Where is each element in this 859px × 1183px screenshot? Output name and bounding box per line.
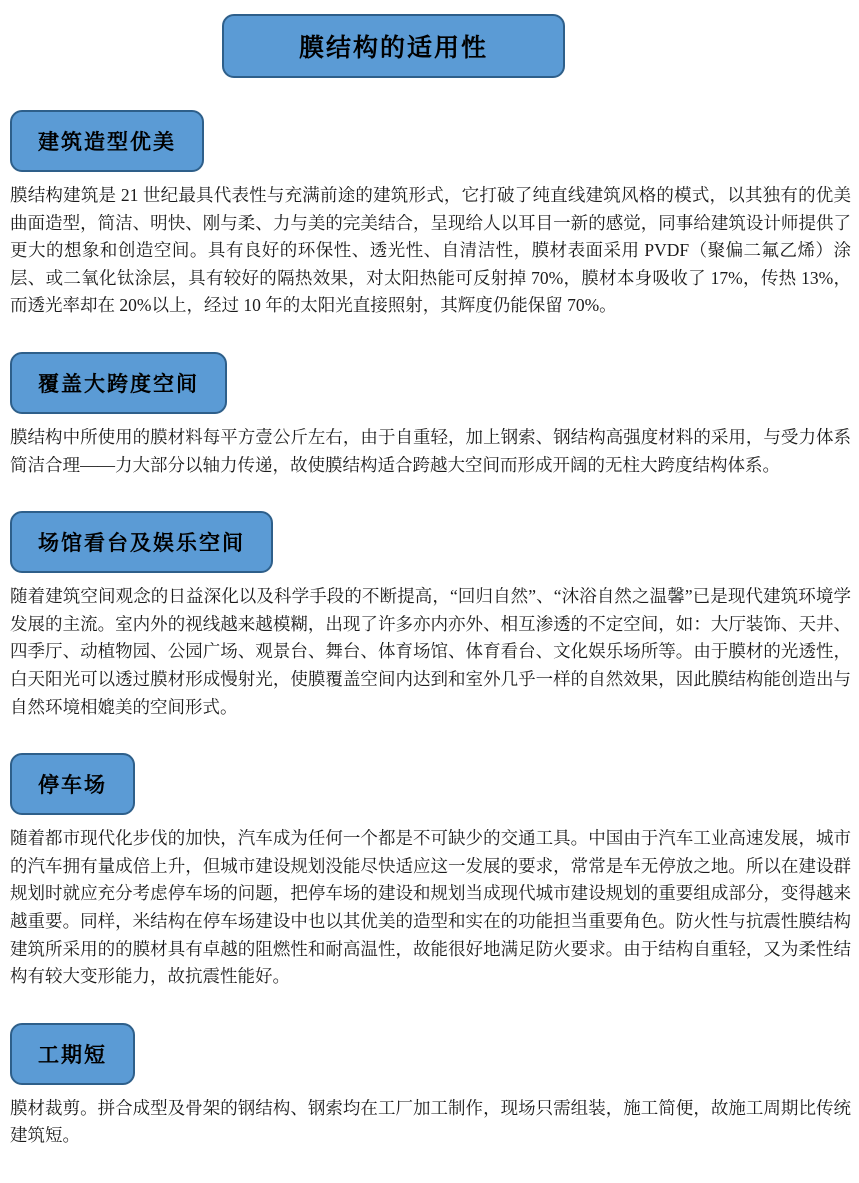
section-short-schedule	[0, 991, 859, 1150]
page-title: 膜结构的适用性	[298, 35, 488, 62]
section-large-span	[0, 320, 859, 479]
section-venues-entertainment	[0, 479, 859, 721]
section-heading-beautiful-form: 建筑造型优美	[10, 110, 204, 172]
section-body-venues-entertainment: 随着建筑空间观念的日益深化以及科学手段的不断提高，“回归自然”、“沐浴自然之温馨”已是现代建筑环境学发展的主流。室内外的视线越来越模糊，出现了许多亦内亦外、相互渗透的不定空间，如：大厅装饰、天井、四季厅、动植物园、公园广场、观景台、舞台、体育场馆、体育看台、文化娱乐场所等。由于膜材的光透性，白天阳光可以透过膜材形成慢射光，使膜覆盖空间内达到和室外几乎一样的自然效果，因此膜结构能创造出与自然环境相媲美的空间形式。	[10, 586, 851, 717]
section-body-parking-lot: 随着都市现代化步伐的加快，汽车成为任何一个都是不可缺少的交通工具。中国由于汽车工业高速发展，城市的汽车拥有量成倍上升，但城市建设规划没能尽快适应这一发展的要求，常常是车无停放之地。所以在建设群规划时就应充分考虑停车场的问题，把停车场的建设和规划当成现代城市建设规划的重要组成部分，变得越来越重要。同样，米结构在停车场建设中也以其优美的造型和实在的功能担当重要角色。防火性与抗震性膜结构建筑所采用的的膜材具有卓越的阻燃性和耐高温性，故能很好地满足防火要求。由于结构自重轻，又为柔性结构有较大变形能力，故抗震性能好。	[10, 828, 851, 987]
section-body-beautiful-form: 膜结构建筑是 21 世纪最具代表性与充满前途的建筑形式，它打破了纯直线建筑风格的模式，以其独有的优美曲面造型，简洁、明快、刚与柔、力与美的完美结合，呈现给人以耳目一新的感觉，同事给建筑设计师提供了更大的想象和创造空间。具有良好的环保性、透光性、自清洁性，膜材表面采用 PVDF（聚偏二氟乙烯）涂层、或二氧化钛涂层，具有较好的隔热效果，对太阳热能可反射掉 70%，膜材本身吸收了 17%，传热 13%，而透光率却在 20%以上，经过 10 年的太阳光直接照射，其辉度仍能保留 70%。	[10, 185, 851, 316]
section-parking-lot	[0, 721, 859, 991]
section-body-large-span: 膜结构中所使用的膜材料每平方壹公斤左右，由于自重轻，加上钢索、钢结构高强度材料的采用，与受力体系简洁合理——力大部分以轴力传递，故使膜结构适合跨越大空间而形成开阔的无柱大跨度结构体系。	[10, 426, 851, 475]
section-heading-short-schedule: 工期短	[10, 1023, 135, 1085]
section-body-short-schedule: 膜材裁剪。拼合成型及骨架的钢结构、钢索均在工厂加工制作，现场只需组装，施工简便，故施工周期比传统建筑短。	[10, 1097, 851, 1146]
section-heading-venues-entertainment: 场馆看台及娱乐空间	[10, 511, 273, 573]
document-title-box	[222, 14, 565, 78]
section-heading-large-span: 覆盖大跨度空间	[10, 352, 227, 414]
section-beautiful-form	[0, 78, 859, 320]
section-heading-parking-lot: 停车场	[10, 753, 135, 815]
